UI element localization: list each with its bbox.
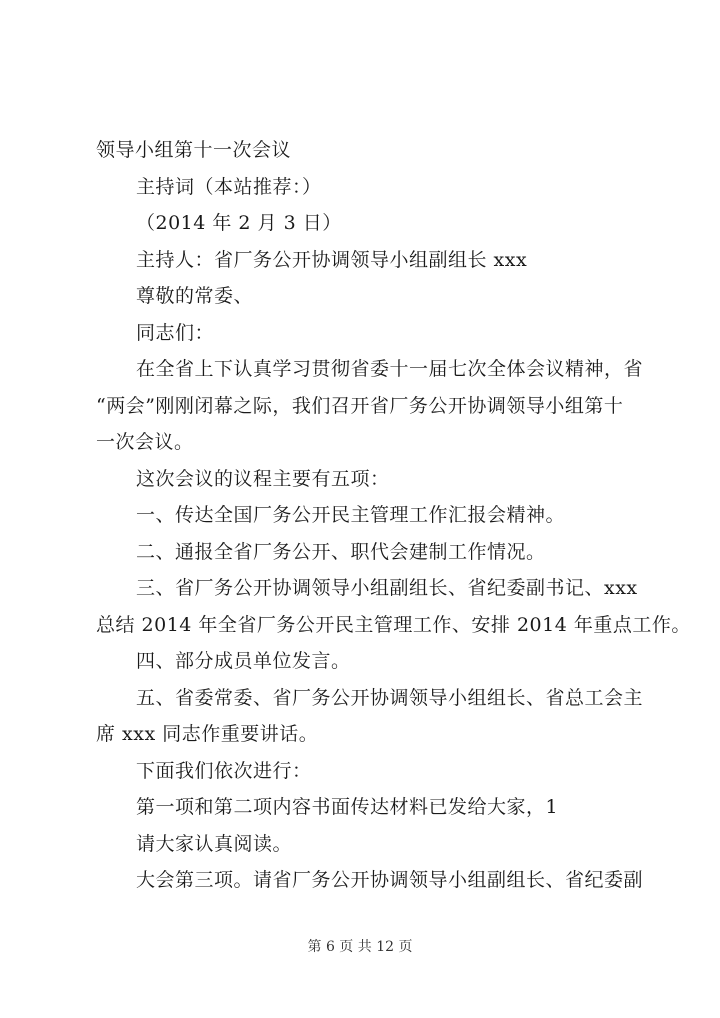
text-line: 同志们： <box>136 321 215 344</box>
text-line: 请大家认真阅读。 <box>136 832 293 855</box>
text-line: 席 xxx 同志作重要讲话。 <box>96 723 319 745</box>
text-line: 四、部分成员单位发言。 <box>136 650 351 672</box>
text-line: 三、省厂务公开协调领导小组副组长、省纪委副书记、xxx <box>136 577 638 599</box>
text-line: 总结 2014 年全省厂务公开民主管理工作、安排 2014 年重点工作。 <box>96 613 691 636</box>
text-line: 领导小组第十一次会议 <box>96 139 292 161</box>
text-line: 主持词（本站推荐：） <box>136 175 322 198</box>
text-line: （2014 年 2 月 3 日） <box>136 212 342 234</box>
text-line: 五、省委常委、省厂务公开协调领导小组组长、省总工会主 <box>136 686 644 709</box>
text-line: 第一项和第二项内容书面传达材料已发给大家，1 <box>136 796 559 818</box>
page-number-footer: 第 6 页 共 12 页 <box>307 939 413 955</box>
text-line: 二、通报全省厂务公开、职代会建制工作情况。 <box>136 540 546 563</box>
text-line: 在全省上下认真学习贯彻省委十一届七次全体会议精神，省 <box>136 358 644 380</box>
text-line: “两会”刚刚闭幕之际，我们召开省厂务公开协调领导小组第十 <box>96 394 624 417</box>
text-line: 主持人：省厂务公开协调领导小组副组长 xxx <box>136 248 528 271</box>
text-line: 一、传达全国厂务公开民主管理工作汇报会精神。 <box>136 504 566 526</box>
document-body <box>96 132 691 899</box>
text-line: 一次会议。 <box>96 431 194 453</box>
text-line: 下面我们依次进行： <box>136 759 312 782</box>
text-line: 尊敬的常委、 <box>136 285 254 307</box>
text-line: 这次会议的议程主要有五项： <box>136 467 390 490</box>
text-line: 大会第三项。请省厂务公开协调领导小组副组长、省纪委副 <box>136 869 644 891</box>
